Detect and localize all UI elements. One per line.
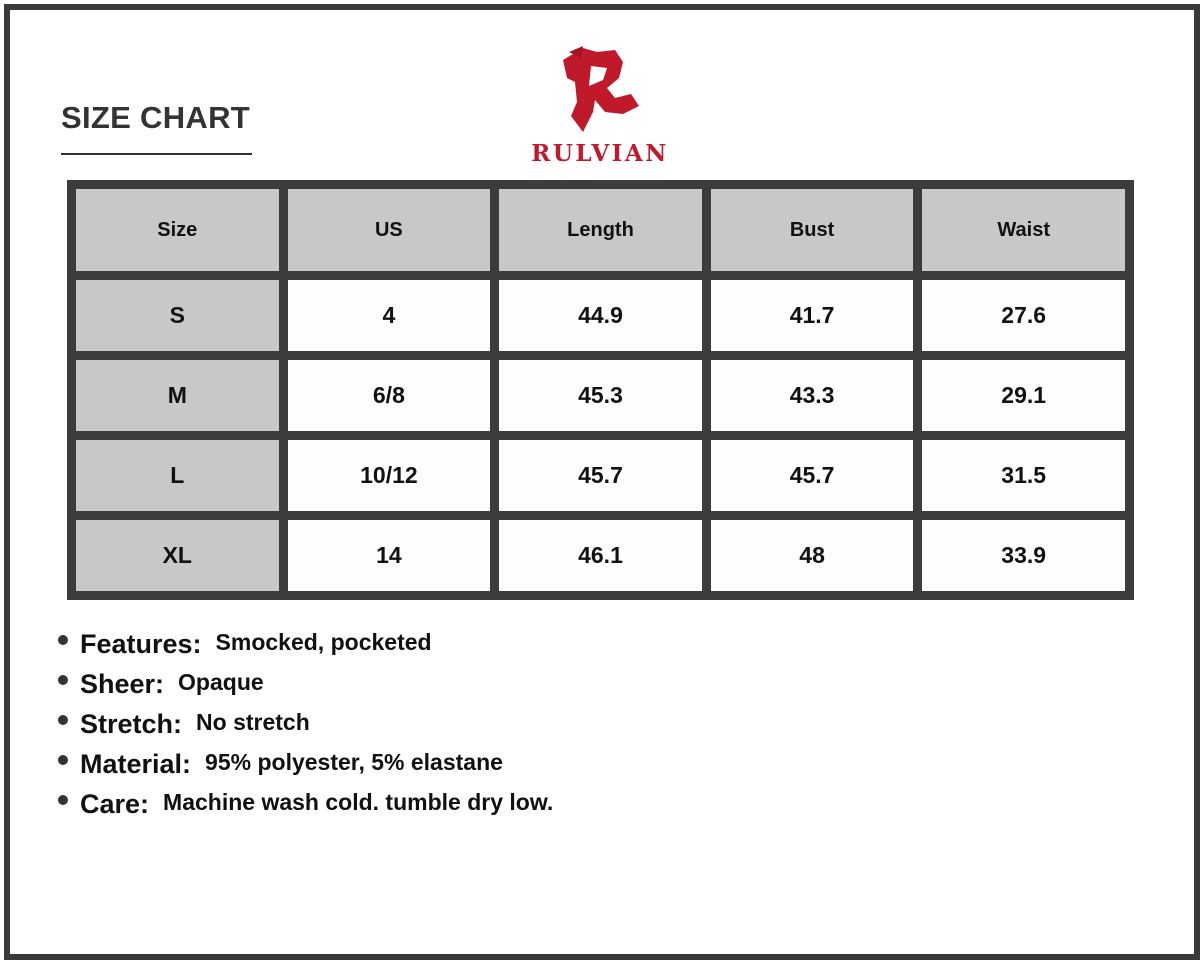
brand-r-icon (519, 42, 681, 142)
spec-item-features (58, 622, 553, 662)
column-header-size: Size (76, 189, 279, 271)
bust-cell: 48 (711, 520, 914, 591)
length-cell: 44.9 (499, 280, 702, 351)
bust-cell: 43.3 (711, 360, 914, 431)
table-header-row (76, 189, 1125, 271)
bullet-icon (58, 755, 68, 765)
bullet-icon (58, 795, 68, 805)
size-cell: L (76, 440, 279, 511)
waist-cell: 29.1 (922, 360, 1125, 431)
spec-label: Material: (80, 748, 192, 779)
spec-value: Machine wash cold. tumble dry low. (163, 788, 554, 815)
length-cell: 45.7 (499, 440, 702, 511)
table-row (76, 360, 1125, 431)
spec-label: Care: (80, 788, 150, 819)
table-row (76, 280, 1125, 351)
page-title: SIZE CHART (61, 100, 250, 135)
size-cell: XL (76, 520, 279, 591)
size-cell: M (76, 360, 279, 431)
spec-value: No stretch (196, 708, 310, 735)
spec-item-care (58, 782, 553, 822)
column-header-bust: Bust (711, 189, 914, 271)
waist-cell: 33.9 (922, 520, 1125, 591)
us-cell: 6/8 (288, 360, 491, 431)
waist-cell: 27.6 (922, 280, 1125, 351)
size-table (67, 180, 1134, 600)
brand-name: RULVIAN (531, 140, 669, 167)
spec-label: Sheer: (80, 668, 165, 699)
spec-item-sheer (58, 662, 553, 702)
us-cell: 14 (288, 520, 491, 591)
column-header-length: Length (499, 189, 702, 271)
length-cell: 46.1 (499, 520, 702, 591)
spec-label: Stretch: (80, 708, 183, 739)
column-header-us: US (288, 189, 491, 271)
us-cell: 10/12 (288, 440, 491, 511)
bust-cell: 45.7 (711, 440, 914, 511)
spec-value: Opaque (178, 668, 264, 695)
size-cell: S (76, 280, 279, 351)
title-underline (61, 153, 252, 155)
bullet-icon (58, 715, 68, 725)
bullet-icon (58, 635, 68, 645)
length-cell: 45.3 (499, 360, 702, 431)
column-header-waist: Waist (922, 189, 1125, 271)
table-row (76, 440, 1125, 511)
spec-item-stretch (58, 702, 553, 742)
spec-value: 95% polyester, 5% elastane (205, 748, 503, 775)
spec-label: Features: (80, 628, 202, 659)
spec-item-material (58, 742, 553, 782)
spec-list (58, 622, 553, 822)
us-cell: 4 (288, 280, 491, 351)
table-row (76, 520, 1125, 591)
bust-cell: 41.7 (711, 280, 914, 351)
spec-value: Smocked, pocketed (215, 628, 432, 655)
bullet-icon (58, 675, 68, 685)
waist-cell: 31.5 (922, 440, 1125, 511)
